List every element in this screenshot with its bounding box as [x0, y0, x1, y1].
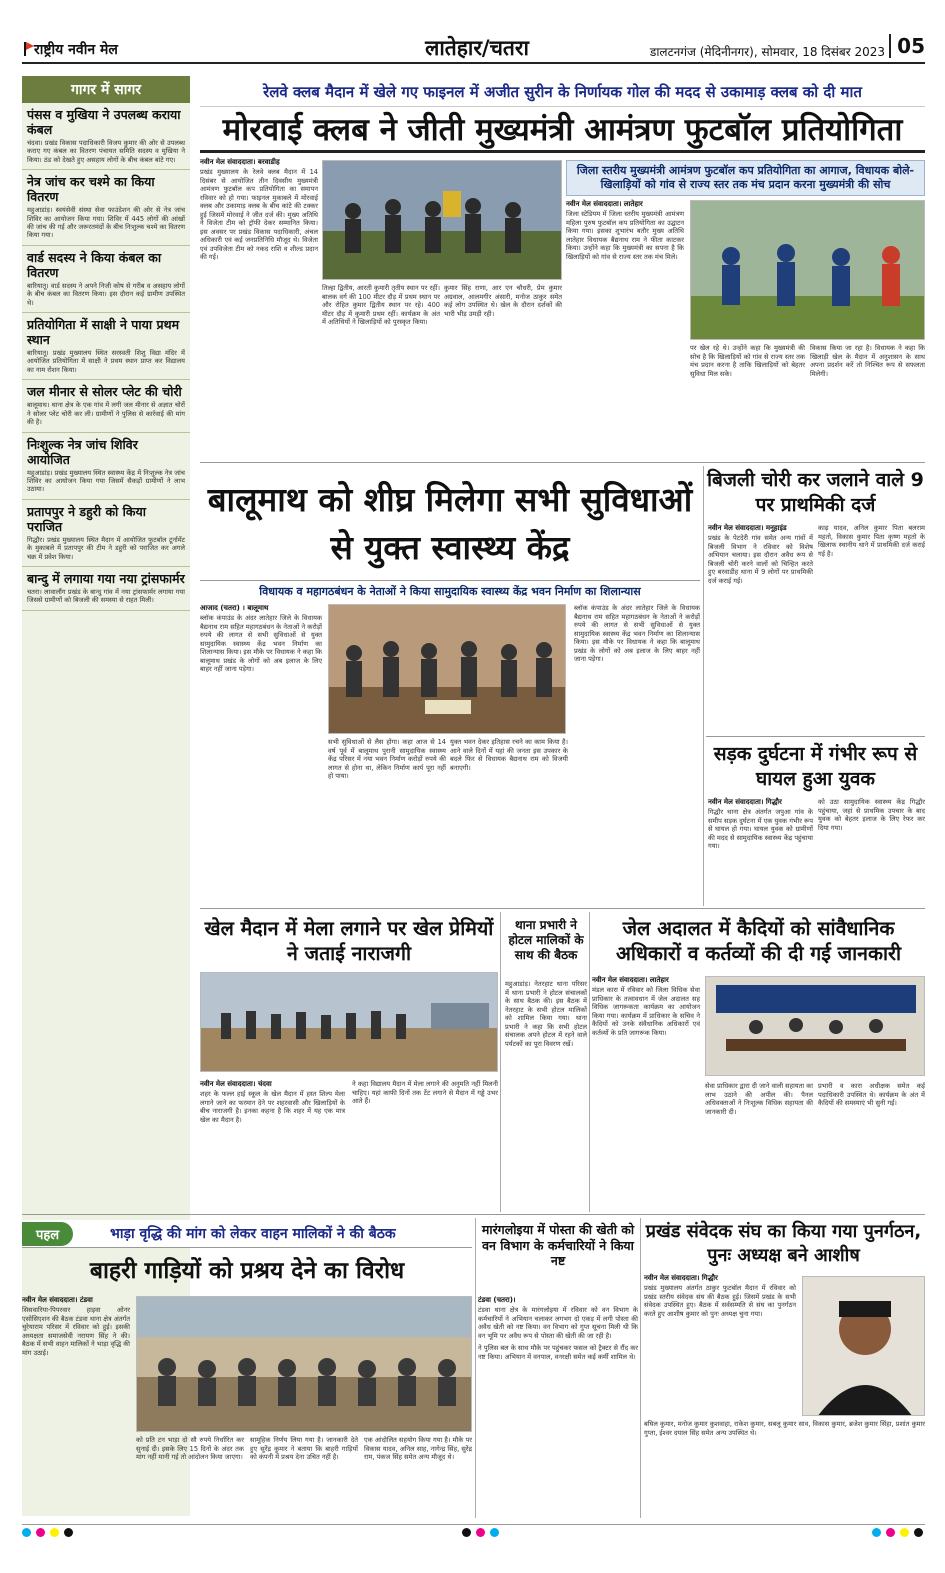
bahari-byline: नवीन मेल संवाददाता। टंडवा — [22, 1296, 93, 1304]
maran-col1 — [478, 1296, 638, 1361]
page-number: 05 — [889, 34, 925, 58]
bahari-body: सिसवारिया-पिपरवार हाइवा ओनर एसोसिएशन की बैठक टंडवा थाना क्षेत्र अंतर्गत चुरेयाराम परिसर में रविवार को हुई। इसकी अध्यक्षता समाजसेवी नरायण सिंह ने की। बैठक में सभी वाहन मालिकों ने भाड़ा वृद्धि की मांग उठाई। — [22, 1306, 130, 1357]
sadak-col2 — [818, 798, 925, 832]
balumath-col2 — [328, 738, 446, 781]
brief-body: चतरा। लावालौंग प्रखंड के बान्दु गांव में नया ट्रांसफार्मर लगाया गया जिससे ग्रामीणों को बिजली की समस्या से राहत मिली। — [27, 587, 185, 605]
bahari-col3 — [250, 1436, 358, 1462]
divider — [589, 912, 590, 1212]
main-story-kicker: रेलवे क्लब मैदान में खेले गए फाइनल में अजीत सुरीन के निर्णायक गोल की मदद से उकामाड़ क्लब को दी मात — [200, 82, 925, 107]
latehar-story-kicker: जिला स्तरीय मुख्यमंत्री आमंत्रण फुटबॉल कप प्रतियोगिता का आगाज, विधायक बोले-खिलाड़ियों को गांव से राज्य स्तर तक मंच प्रदान करना मुख्यमंत्री की सोच — [566, 160, 925, 196]
balumath-col1 — [200, 604, 322, 674]
bijli-col1 — [708, 524, 813, 585]
bahari-body-cont3: एक आंदोलित सहयोग किया गया है। मौके पर विकास यादव, अनिल साह, नागेन्द्र सिंह, सुरेंद्र राम, पंकज सिंह समेत अन्य मौजूद थे। — [364, 1436, 472, 1461]
playground-photo — [200, 972, 498, 1072]
bijli-headline: बिजली चोरी कर जलाने वाले 9 पर प्राथमिकी दर्ज — [707, 469, 924, 516]
black-swatch — [914, 1528, 923, 1537]
bahari-col1 — [22, 1296, 130, 1357]
latehar-story-body-cont2: विकास किया जा रहा है। विधायक ने कहा कि खिलाड़ी खेल के मैदान में अनुशासन के साथ अपना प्रदर्शन करें तो निश्चित रूप से सफलता मिलेगी। — [810, 344, 925, 378]
jail-headline: जेल अदालत में कैदियों को सांवैधानिक अधिकारों व कर्तव्यों की दी गई जानकारी — [615, 917, 902, 965]
cyan-swatch — [490, 1528, 499, 1537]
flag-icon — [24, 42, 32, 56]
khel-body: शहर के फल्ल हाई स्कूल के खेल मैदान में हस्त शिल्प मेला लगाने जाने का फरमान देने पर शहरवासी और खिलाड़ियों के बीच नाराजगी है। इनका कहना है कि शहर में यह एक मात्र खेल का मैदान है। — [200, 1090, 345, 1124]
brief-item — [22, 170, 190, 246]
magenta-swatch — [36, 1528, 45, 1537]
sadak-col1 — [708, 798, 813, 851]
thana-col — [505, 980, 587, 1048]
brief-item — [22, 380, 190, 432]
sadak-body-cont: को उठा सामुदायिक स्वास्थ्य केंद्र गिद्धौर पहुंचाया, जहां से प्राथमिक उपचार के बाद युवक को बेहतर इलाज के लिए रेफर कर दिया गया। — [818, 798, 925, 832]
foundation-stone-photo — [328, 604, 566, 734]
yellow-swatch — [900, 1528, 909, 1537]
brief-title: पंसस व मुखिया ने उपलब्ध कराया कंबल — [27, 107, 181, 137]
balumath-body: ब्लॉक कंपाउंड के अंदर लातेहार जिले के विधायक बैद्यनाथ राम सहित महागठबंधन के नेताओं ने करोड़ों रुपये की लागत से सभी सुविधाओं से युक्त सामुदायिक स्वास्थ्य केंद्र भवन निर्माण का शिलान्यास किया। इस मौके पर विधायक ने कहा कि बालूमाथ प्रखंड के लोगों को अब इलाज के लिए बाहर नहीं जाना पड़ेगा। — [200, 614, 322, 673]
maran-body: टंडवा थाना क्षेत्र के मारंगलोइया में रविवार को वन विभाग के कर्मचारियों ने अभियान चलाकर लगभग दो एकड़ में लगी पोस्ता की अवैध खेती को नष्ट किया। वन विभाग को गुप्त सूचना मिली थी कि वन भूमि पर अवैध रूप से पोस्ता की खेती की जा रही है। — [478, 1306, 638, 1340]
brief-item — [22, 567, 190, 611]
balumath-col3 — [450, 738, 568, 772]
brief-body: गिद्धौर। प्रखंड मुख्यालय स्थित मैदान में आयोजित फुटबॉल टूर्नामेंट के मुकाबले में प्रतापपुर की टीम ने डहुरी को पराजित कर अगले चक्र में प्रवेश किया। — [27, 535, 185, 561]
divider — [706, 736, 925, 737]
jail-col2 — [705, 1082, 813, 1116]
brief-item — [22, 103, 190, 170]
pahal-tag: पहल — [22, 1222, 73, 1246]
brief-body: महुआडांड़। प्रखंड मुख्यालय स्थित स्वास्थ्य केंद्र में निःशुल्क नेत्र जांच शिविर का आयोजन किया गया जिसमें सैकड़ों ग्रामीणों ने लाभ उठाया। — [27, 468, 185, 494]
jail-body: मंडल कारा में रविवार को जिला विधिक सेवा प्राधिकार के तत्वावधान में जेल अदालत सह विधिक जागरूकता कार्यक्रम का आयोजन किया गया। कार्यक्रम में प्राधिकार के सचिव ने कैदियों को उनके संवैधानिक अधिकारों एवं कर्तव्यों के प्रति जागरूक किया। — [592, 986, 700, 1037]
main-story-text-col2 — [322, 284, 440, 327]
brief-title: बान्दु में लगाया गया नया ट्रांसफार्मर — [27, 570, 185, 586]
jail-body-cont: सेवा प्राधिकार द्वारा दी जाने वाली सहायता का लाभ उठाने की अपील की। पैनल अधिवक्ताओं ने निःशुल्क विधिक सहायता की जानकारी दी। — [705, 1082, 813, 1116]
brief-body: बारियातू। वार्ड सदस्य ने अपने निजी कोष से गरीब व असहाय लोगों के बीच कंबल का वितरण किया। इस दौरान कई ग्रामीण उपस्थित थे। — [27, 281, 185, 307]
prakhand-col1 — [644, 1274, 796, 1318]
main-story-headline: मोरवाई क्लब ने जीती मुख्यमंत्री आमंत्रण फुटबॉल प्रतियोगिता — [200, 110, 925, 153]
khel-headline: खेल मैदान में मेला लगाने पर खेल प्रेमियों ने जताई नाराजगी — [204, 917, 494, 965]
left-column-header: गागर में सागर — [22, 76, 190, 103]
balumath-body-cont3: ब्लॉक कंपाउंड के अंदर लातेहार जिले के विधायक बैद्यनाथ राम सहित महागठबंधन के नेताओं ने करोड़ों रुपये की लागत से सभी सुविधाओं से युक्त सामुदायिक स्वास्थ्य केंद्र भवन निर्माण का शिलान्यास किया। इस मौके पर विधायक ने कहा कि बालूमाथ प्रखंड के लोगों को अब इलाज के लिए बाहर नहीं जाना पड़ेगा। — [574, 604, 700, 663]
brief-item — [22, 500, 190, 567]
khel-body-cont: ने कहा विद्यालय मैदान में मेला लगाने की अनुमति नहीं मिलनी चाहिए। यहां काफी दिनों तक टेंट लगाने से मैदान में गड्ढे उभर आते हैं। — [352, 1080, 498, 1105]
khel-byline: नवीन मेल संवाददाता। चंदवा — [200, 1080, 272, 1088]
maran-byline: टंडवा (चतरा)। — [478, 1296, 516, 1304]
brief-title: नेत्र जांच कर चश्मे का किया वितरण — [27, 174, 155, 205]
bahari-body-cont2: सामूहिक निर्णय लिया गया है। जानकारी देते हुए सुरेंद्र कुमार ने बताया कि बाहरी गाड़ियों को कंपनी में प्रश्रय देना उचित नहीं है। — [250, 1436, 358, 1461]
balumath-headline: बालूमाथ को शीघ्र मिलेगा सभी सुविधाओं से युक्त स्वास्थ्य केंद्र — [207, 480, 693, 567]
latehar-story-body-cont: पर खेल रहे थे। उन्होंने कहा कि मुख्यमंत्री की सोच है कि खिलाड़ियों को गांव से राज्य स्तर तक मंच प्रदान करना है ताकि खिलाड़ियों को बेहतर सुविधा मिल सके। — [690, 344, 805, 378]
vehicle-owners-meeting-photo — [136, 1296, 472, 1432]
latehar-story-body: जिला स्टेडियम में जिला स्तरीय मुख्यमंत्री आमंत्रण महिला पुरुष फुटबॉल कप प्रतियोगिता का उद्घाटन किया गया। इसका शुभारंभ बतौर मुख्य अतिथि लातेहार विधायक बैद्यनाथ राम ने फीता काटकर किया। उन्होंने कहा कि मुख्यमंत्री का सपना है कि खिलाड़ियों को गांव से राज्य स्तर तक मंच मिले। — [566, 210, 684, 261]
balumath-body-cont2: युक्त भवन देकर इतिहास रचने का काम किया है। आने वाले दिनों में यहां की जनता इस उपकार के बदले फिर से विधायक बैद्यनाथ राम को विजयी बनाएगी। — [450, 738, 568, 772]
bijli-body: प्रखंड के पेटदेरी गांव समेत अन्य गांवों में बिजली विभाग ने रविवार को विशेष अभियान चलाया। इस दौरान अवैध रूप से बिजली चोरी करने वालों को चिन्हित करते हुए बरवाडीह थाना में 9 लोगों पर प्राथमिकी दर्ज कराई गई। — [708, 534, 813, 585]
brief-body: चंदवा। प्रखंड विकास पदाधिकारी विजय कुमार की ओर से उपलब्ध कराए गए कंबल का वितरण पंचायत समिति सदस्य व मुखिया ने किया। ठंड को देखते हुए असहाय लोगों के बीच कंबल बांटे गए। — [27, 139, 185, 164]
divider — [200, 908, 925, 909]
brief-body: महुआडांड़। स्वयंसेवी संस्था सेवा फाउंडेशन की ओर से नेत्र जांच शिविर का आयोजन किया गया। शिविर में 445 लोगों की आंखों की जांच की गई और जरूरतमंदों के बीच निःशुल्क चश्मे का वितरण किया गया। — [27, 206, 185, 240]
jail-col3 — [818, 1082, 925, 1108]
main-story-body: प्रखंड मुख्यालय के रेलवे क्लब मैदान में 14 दिसंबर से आयोजित तीन दिवसीय मुख्यमंत्री आमंत्रण फुटबॉल कप प्रतियोगिता का समापन रविवार को हो गया। फाइनल मुकाबले में मोरवाई क्लब और उकामाड़ क्लब के बीच कांटे की टक्कर हुई जिसमें मोरवाई ने जीत दर्ज की। मुख्य अतिथि ने विजेता टीम को ट्रॉफी देकर सम्मानित किया। इस अवसर पर प्रखंड विकास पदाधिकारी, अंचल अधिकारी एवं कई जनप्रतिनिधि मौजूद थे। विजेता एवं उपविजेता टीम को नकद राशि व शील्ड प्रदान की गई। — [200, 168, 318, 261]
main-story-byline: नवीन मेल संवाददाता। बरवाडीह — [200, 158, 280, 166]
khel-col2 — [352, 1080, 498, 1106]
brief-item — [22, 246, 190, 313]
latehar-story-col2 — [690, 344, 805, 378]
cyan-swatch — [22, 1528, 31, 1537]
bijli-col2 — [818, 524, 925, 558]
khel-col1 — [200, 1080, 345, 1124]
prakhand-caption — [644, 1420, 925, 1437]
brief-item — [22, 433, 190, 500]
main-story-body-cont2: कुमार सिंह राणा, आर एन चौधरी, प्रेम कुमार अग्रवाल, आलमगीर अंसारी, मनोज ठाकुर समेत कई लोग उपस्थित थे। खेल के दौरान दर्शकों की भारी भीड़ उमड़ी रही। — [444, 284, 562, 318]
jail-col1 — [592, 976, 700, 1037]
jail-court-photo — [705, 976, 925, 1076]
brief-title: प्रतियोगिता में साक्षी ने पाया प्रथम स्थान — [27, 317, 180, 348]
brief-body: बारियातू। प्रखंड मुख्यालय स्थित सरस्वती शिशु विद्या मंदिर में आयोजित प्रतियोगिता में साक्षी ने प्रथम स्थान प्राप्त कर विद्यालय का नाम रोशन किया। — [27, 349, 185, 374]
main-story-body-cont: तिल्हा द्वितीय, आरती कुमारी तृतीय स्थान पर रहीं। बालक वर्ग की 100 मीटर दौड़ में प्रथम स्थान पर और रोहित कुमार द्वितीय स्थान पर रहे। 400 मीटर दौड़ में कुमारी प्रथम रहीं। कार्यक्रम के अंत में अतिथियों ने खिलाड़ियों को पुरस्कृत किया। — [322, 284, 440, 326]
president-portrait-photo — [802, 1276, 925, 1416]
divider — [640, 1218, 641, 1518]
divider — [475, 1218, 476, 1518]
brief-item — [22, 313, 190, 380]
section-title: लातेहार/चतरा — [425, 36, 529, 60]
bahari-headline: बाहरी गाड़ियों को प्रश्रय देने का विरोध — [89, 1258, 405, 1284]
maran-headline: मारंगलोइया में पोस्ता की खेती को वन विभाग के कर्मचारियों ने किया नष्ट — [481, 1222, 635, 1268]
prakhand-body: प्रखंड मुख्यालय अंतर्गत ठाकुर फुटबॉल मैदान में रविवार को प्रखंड स्तरीय संवेदक संघ की बैठक हुई। जिसमें प्रखंड के सभी संवेदक उपस्थित हुए। बैठक में सर्वसम्मति से संघ का पुनर्गठन करते हुए आशीष कुमार को पुनः अध्यक्ष चुना गया। — [644, 1284, 796, 1318]
divider — [703, 466, 704, 906]
brand-name: राष्ट्रीय नवीन मेल — [34, 42, 118, 58]
sadak-byline: नवीन मेल संवाददाता। गिद्धौर — [708, 798, 782, 806]
registration-marks — [22, 1524, 925, 1534]
bijli-byline: नवीन मेल संवाददाता। मनूहाइंड — [708, 524, 787, 532]
balumath-body-cont: सभी सुविधाओं से लैस होगा। कहा आज से 14 वर्ष पूर्व में बालूमाथ पुरानी सामुदायिक स्वास्थ्य केंद्र परिसर में नया भवन निर्माण करोड़ों रुपये की लागत से होना था, लेकिन निर्माण कार्य पूरा नहीं हो पाया। — [328, 738, 446, 780]
main-story-text-col1 — [200, 158, 318, 262]
bahari-col2 — [136, 1436, 244, 1462]
bahari-body-cont: को प्रति टन भाड़ा दो सौ रुपये निर्धारित कर सुनाई दी। इसके लिए 15 दिनों के अंदर तक मांग नहीं मानी गई तो आंदोलन किया जाएगा। — [136, 1436, 244, 1461]
football-ceremony-photo — [322, 160, 562, 280]
prakhand-caption-text: बघिल कुमार, मनोज कुमार कुशवाहा, राकेश कुमार, सबलू कुमार साव, विकास कुमार, ब्रजेश कुमार सिंहा, प्रशांत कुमार गुप्ता, ईश्वर दयाल सिंह समेत अन्य उपस्थित थे। — [644, 1420, 925, 1437]
brief-title: प्रतापपुर ने डहुरी को किया पराजित — [27, 503, 146, 534]
brand-logo — [24, 40, 118, 59]
maran-body-cont: ने पुलिस बल के साथ मौके पर पहुंचकर फसल को ट्रैक्टर से रौंद कर नष्ट किया। अभियान में वनपाल, वनरक्षी समेत कई कर्मी शामिल थे। — [478, 1344, 638, 1361]
thana-headline: थाना प्रभारी ने होटल मालिकों के साथ की बैठक — [508, 918, 584, 962]
black-swatch — [64, 1528, 73, 1537]
balumath-subhead: विधायक व महागठबंधन के नेताओं ने किया सामुदायिक स्वास्थ्य केंद्र भवन निर्माण का शिलान्यास — [200, 580, 700, 599]
main-story-text-col3 — [444, 284, 562, 318]
dateline: डालटनगंज (मेदिनीनगर), सोमवार, 18 दिसंबर 2023 — [649, 45, 885, 59]
brief-title: निःशुल्क नेत्र जांच शिविर आयोजित — [27, 436, 138, 467]
sadak-headline: सड़क दुर्घटना में गंभीर रूप से घायल हुआ युवक — [713, 743, 918, 790]
black-swatch — [462, 1528, 471, 1537]
divider — [500, 912, 501, 1212]
balumath-byline: आजाद (चतरा) । बालूमाथ — [200, 604, 269, 612]
cyan-swatch — [872, 1528, 881, 1537]
latehar-story-byline: नवीन मेल संवाददाता। लातेहार — [566, 200, 643, 208]
yellow-swatch — [50, 1528, 59, 1537]
prakhand-headline: प्रखंड संवेदक संघ का किया गया पुनर्गठन, पुनः अध्यक्ष बने आशीष — [645, 1221, 922, 1266]
brief-body: बालूमाथ। थाना क्षेत्र के एक गांव में लगी जल मीनार से अज्ञात चोरों ने सोलर प्लेट चोरी कर ली। ग्रामीणों ने पुलिस से कार्रवाई की मांग की है। — [27, 401, 185, 427]
brief-title: जल मीनार से सोलर प्लेट की चोरी — [27, 384, 182, 400]
brief-title: वार्ड सदस्य ने किया कंबल का वितरण — [27, 249, 162, 280]
bahari-col4 — [364, 1436, 472, 1462]
divider — [200, 462, 925, 463]
divider — [22, 1214, 925, 1215]
prakhand-byline: नवीन मेल संवाददाता। गिद्धौर — [644, 1274, 718, 1282]
jail-byline: नवीन मेल संवाददाता। लातेहार — [592, 976, 669, 984]
thana-body: महुआडांड़। नेतरहाट थाना परिसर में थाना प्रभारी ने होटल संचालकों के साथ बैठक की। इस बैठक में नेतरहाट के सभी होटल मालिकों को शामिल किया गया। थाना प्रभारी ने कहा कि सभी होटल संचालक अपने होटल में रहने वाले पर्यटकों का पूरा विवरण रखें। — [505, 980, 587, 1048]
bahari-kicker: भाड़ा वृद्धि की मांग को लेकर वाहन मालिकों ने की बैठक — [110, 1226, 396, 1242]
jail-body-cont2: प्रभारी व कारा अधीक्षक समेत कई पदाधिकारी उपस्थित थे। कार्यक्रम के अंत में कैदियों की समस्याएं भी सुनी गईं। — [818, 1082, 925, 1107]
latehar-football-photo — [690, 200, 925, 340]
sadak-body: गिद्धौर थाना क्षेत्र अंतर्गत जपुआ गांव के समीप सड़क दुर्घटना में एक युवक गंभीर रूप से घायल हो गया। घायल युवक को ग्रामीणों की मदद से सामुदायिक स्वास्थ्य केंद्र पहुंचाया गया। — [708, 808, 813, 850]
latehar-story-col1 — [566, 200, 684, 261]
magenta-swatch — [886, 1528, 895, 1537]
bijli-body-cont: काढ़ यादव, अनिल कुमार पिता बलराम महतो, विकास कुमार पिता कृष्ण महतो के खिलाफ स्थानीय थाने में प्राथमिकी दर्ज कराई गई है। — [818, 524, 925, 558]
latehar-story-col3 — [810, 344, 925, 378]
magenta-swatch — [476, 1528, 485, 1537]
balumath-col4 — [574, 604, 700, 664]
pahal-band — [22, 1220, 472, 1248]
masthead — [22, 34, 925, 64]
